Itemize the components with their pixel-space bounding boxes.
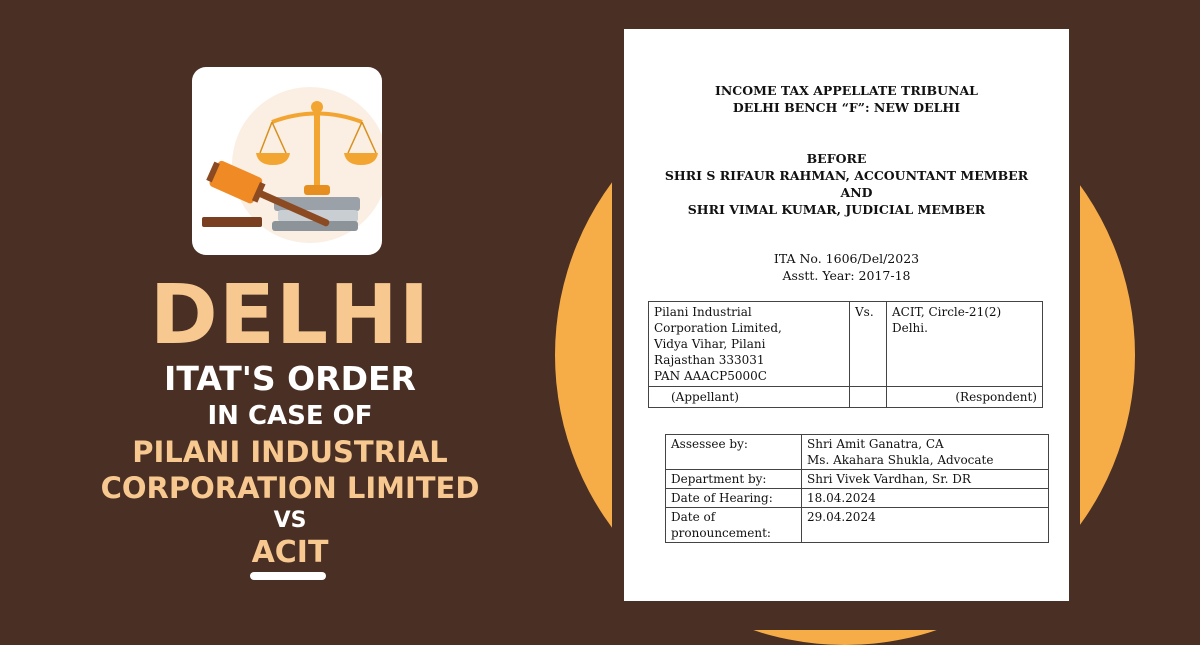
headline-order: ITAT'S ORDER [164,359,416,398]
headline-vs: VS [273,508,307,533]
bench-title: DELHI BENCH “F”: NEW DELHI [732,100,961,115]
table-row [666,508,1049,543]
respondent-cell [887,302,1043,387]
order-document [624,29,1069,601]
hearing-value: 29.04.2024 [802,508,1049,543]
hearing-value-line: Ms. Akahara Shukla, Advocate [807,453,994,467]
appellant-line: Pilani Industrial [654,305,752,319]
hearing-value: 18.04.2024 [802,489,1049,508]
respondent-line: Delhi. [892,321,928,335]
table-row [666,435,1049,470]
before-heading: BEFORE [806,151,867,166]
versus-cell: Vs. [850,302,887,387]
appellant-line: PAN AAACP5000C [654,369,767,383]
headline-party2: ACIT [251,535,329,570]
appellant-label: (Appellant) [649,387,850,408]
blank-cell [850,387,887,408]
table-row [666,489,1049,508]
hearing-label: Assessee by: [666,435,802,470]
hearing-value: Shri Vivek Vardhan, Sr. DR [802,470,1049,489]
parties-table [648,301,1043,408]
respondent-label: (Respondent) [887,387,1043,408]
appellant-line: Corporation Limited, [654,321,782,335]
headline-in-case-of: IN CASE OF [207,401,373,431]
appellant-line: Vidya Vihar, Pilani [654,337,766,351]
hearing-label: Date of Hearing: [666,489,802,508]
hearing-label: Department by: [666,470,802,489]
appellant-line: Rajasthan 333031 [654,353,765,367]
hearing-value-line: Shri Amit Ganatra, CA [807,437,944,451]
hearing-label-line: pronouncement: [671,526,771,540]
headline-party1-line1: PILANI INDUSTRIAL [132,435,448,469]
table-row [666,470,1049,489]
hearing-value [802,435,1049,470]
member-one: SHRI S RIFAUR RAHMAN, ACCOUNTANT MEMBER [664,168,1029,183]
scales-and-gavel-icon [192,67,382,255]
member-two: SHRI VIMAL KUMAR, JUDICIAL MEMBER [687,202,986,217]
hearing-label [666,508,802,543]
underline-decoration [250,572,326,580]
hearing-table [665,434,1049,543]
respondent-line: ACIT, Circle-21(2) [892,305,1002,319]
hearing-label-line: Date of [671,510,716,524]
ita-number: ITA No. 1606/Del/2023 [773,251,920,266]
assessment-year: Asstt. Year: 2017-18 [782,268,911,283]
tribunal-title: INCOME TAX APPELLATE TRIBUNAL [715,83,978,98]
headline-party1-line2: CORPORATION LIMITED [100,471,480,505]
headline-city: DELHI [149,268,431,363]
appellant-cell [649,302,850,387]
and-separator: AND [840,185,873,200]
